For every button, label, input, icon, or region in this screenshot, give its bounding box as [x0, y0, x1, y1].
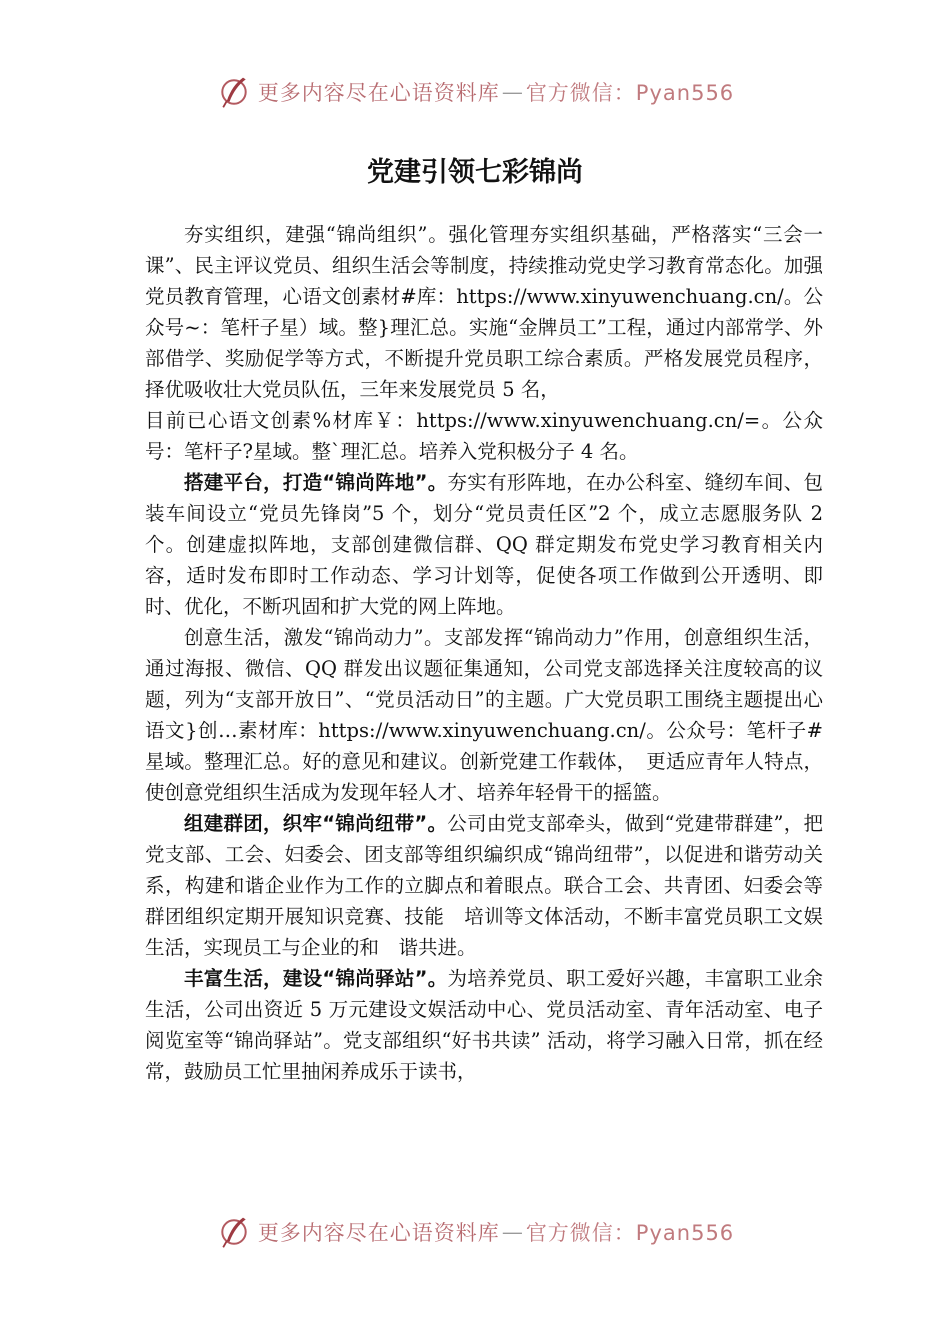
banner-separator: —: [501, 80, 524, 104]
paragraph-3: [145, 467, 823, 622]
quill-logo-icon: [216, 1214, 252, 1250]
paragraph-lead: 搭建平台，打造“锦尚阵地”。: [184, 471, 448, 494]
paragraph-text: 创意生活，激发“锦尚动力”。支部发挥“锦尚动力”作用，创意组织生活，通过海报、微信、QQ 群发出议题征集通知，公司党支部选择关注度较高的议题，列为“支部开放日”、“党员活动日”的主题。广大党员职工围绕主题提出心语文}创…素材库：https://www.xinyuwenchuang.cn/。公众号：笔杆子#星域。整理汇总。好的意见和建议。创新党建工作载体， 更适应青年人特点，使创意党组织生活成为发现年轻人才、培养年轻骨干的摇篮。: [145, 626, 823, 804]
paragraph-text: 夯实组织，建强“锦尚组织”。强化管理夯实组织基础，严格落实“三会一课”、民主评议党员、组织生活会等制度，持续推动党史学习教育常态化。加强党员教育管理，心语文创素材#库：https://www.xinyuwenchuang.cn/。公众号~：笔杆子星）域。整}理汇总。实施“金牌员工”工程，通过内部常学、外部借学、奖励促学等方式，不断提升党员职工综合素质。严格发展党员程序，择优吸收壮大党员队伍，三年来发展党员 5 名，: [145, 223, 823, 401]
quill-logo-icon: [216, 74, 252, 110]
header-banner: [0, 72, 950, 112]
paragraph-5: [145, 808, 823, 963]
paragraph-lead: 丰富生活，建设“锦尚驿站”。: [184, 967, 448, 990]
paragraph-text: 目前已心语文创素%材库￥：https://www.xinyuwenchuang.cn/=。公众号：笔杆子?星域。整`理汇总。培养入党积极分子 4 名。: [145, 409, 823, 463]
paragraph-1: [145, 219, 823, 405]
paragraph-4: [145, 622, 823, 808]
footer-banner: [0, 1212, 950, 1252]
paragraph-6: [145, 963, 823, 1087]
banner-separator: —: [501, 1220, 524, 1244]
banner-text: 更多内容尽在心语资料库: [257, 81, 500, 105]
banner-text: 更多内容尽在心语资料库: [257, 1221, 500, 1245]
paragraph-lead: 组建群团，织牢“锦尚纽带”。: [184, 812, 448, 835]
article-body: [145, 219, 823, 1087]
banner-wechat: 官方微信：Pyan556: [525, 81, 735, 105]
paragraph-text: 夯实有形阵地，在办公科室、缝纫车间、包装车间设立“党员先锋岗”5 个，划分“党员责任区”2 个，成立志愿服务队 2 个。创建虚拟阵地，支部创建微信群、QQ 群定期发布党史学习教育相关内容，适时发布即时工作动态、学习计划等，促使各项工作做到公开透明、即时、优化，不断巩固和扩大党的网上阵地。: [145, 471, 823, 618]
banner-wechat: 官方微信：Pyan556: [525, 1221, 735, 1245]
paragraph-text: 为培养党员、职工爱好兴趣，丰富职工业余生活，公司出资近 5 万元建设文娱活动中心、党员活动室、青年活动室、电子阅览室等“锦尚驿站”。党支部组织“好书共读” 活动，将学习融入日常，抓在经常，鼓励员工忙里抽闲养成乐于读书，: [145, 967, 823, 1083]
paragraph-text: 公司由党支部牵头，做到“党建带群建”，把党支部、工会、妇委会、团支部等组织编织成“锦尚纽带”，以促进和谐劳动关系，构建和谐企业作为工作的立脚点和着眼点。联合工会、共青团、妇委会等群团组织定期开展知识竞赛、技能 培训等文体活动，不断丰富党员职工文娱生活，实现员工与企业的和 谐共进。: [145, 812, 823, 959]
page-title: 党建引领七彩锦尚: [367, 157, 583, 188]
paragraph-2: [145, 405, 823, 467]
